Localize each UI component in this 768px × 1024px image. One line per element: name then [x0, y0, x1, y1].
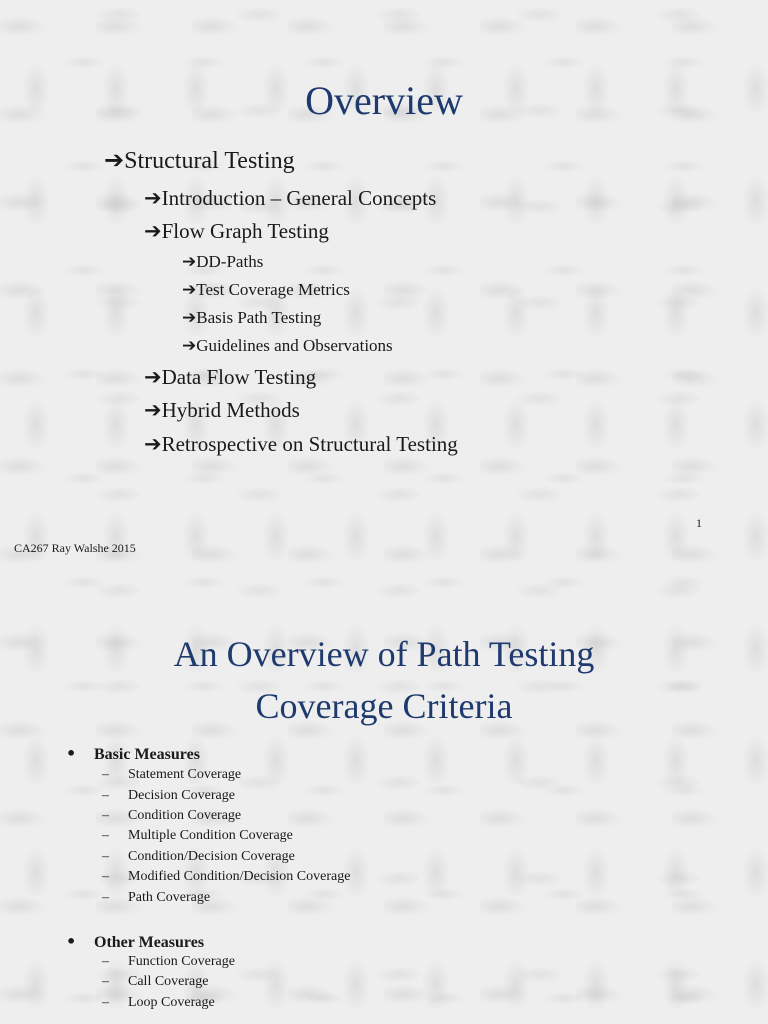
slide-path-testing-coverage: [0, 580, 768, 1024]
outline-item-label: Guidelines and Observations: [196, 336, 393, 355]
outline-item-label: Retrospective on Structural Testing: [161, 432, 458, 456]
bullet-heading-label: Other Measures: [94, 934, 205, 951]
slide-title-line: Coverage Criteria: [255, 686, 513, 726]
arrow-right-icon: ➔: [182, 308, 197, 328]
slide-title: [0, 628, 768, 732]
outline-item: [182, 252, 263, 272]
outline-item: [144, 365, 316, 390]
outline-item: [144, 219, 329, 244]
outline-item-label: Structural Testing: [124, 148, 295, 174]
outline-item: [144, 398, 300, 423]
bullet-heading: [66, 744, 200, 764]
bullet-heading: [66, 932, 204, 952]
outline-item-label: Flow Graph Testing: [161, 219, 329, 243]
outline-item-label: DD-Paths: [196, 252, 264, 271]
outline-item-label: Test Coverage Metrics: [196, 280, 350, 299]
arrow-right-icon: ➔: [144, 219, 162, 243]
list-item: – Call Coverage: [102, 974, 209, 989]
list-item: – Decision Coverage: [102, 788, 235, 803]
bullet-icon: •: [66, 932, 77, 951]
bullet-icon: •: [66, 744, 77, 763]
list-item: – Multiple Condition Coverage: [102, 828, 293, 843]
arrow-right-icon: ➔: [144, 398, 162, 422]
page-number: 1: [696, 516, 702, 530]
arrow-right-icon: ➔: [144, 432, 162, 456]
outline-item: [144, 432, 458, 457]
arrow-right-icon: ➔: [182, 252, 197, 272]
bullet-heading-label: Basic Measures: [94, 746, 200, 763]
outline-item: [144, 186, 436, 211]
outline-item-label: Hybrid Methods: [161, 398, 300, 422]
list-item: – Statement Coverage: [102, 767, 242, 782]
outline-item: [104, 146, 295, 175]
outline-item-label: Data Flow Testing: [161, 365, 317, 389]
list-item: – Loop Coverage: [102, 995, 215, 1010]
list-item: – Modified Condition/Decision Coverage: [102, 869, 351, 884]
slide-title-line: An Overview of Path Testing: [173, 634, 595, 674]
arrow-right-icon: ➔: [144, 186, 162, 210]
outline-item-label: Introduction – General Concepts: [161, 186, 437, 210]
outline-item: [182, 280, 350, 300]
list-item: – Function Coverage: [102, 954, 235, 969]
arrow-right-icon: ➔: [182, 280, 197, 300]
slide-footer: CA267 Ray Walshe 2015: [14, 541, 136, 555]
arrow-right-icon: ➔: [144, 365, 162, 389]
outline-item: [182, 308, 321, 328]
arrow-right-icon: ➔: [104, 146, 125, 174]
list-item: – Path Coverage: [102, 890, 211, 905]
list-item: – Condition Coverage: [102, 808, 242, 823]
outline-item-label: Basis Path Testing: [196, 308, 322, 327]
outline-item: [182, 336, 393, 356]
list-item: – Condition/Decision Coverage: [102, 849, 295, 864]
slide-title: Overview: [305, 78, 463, 123]
arrow-right-icon: ➔: [182, 336, 197, 356]
